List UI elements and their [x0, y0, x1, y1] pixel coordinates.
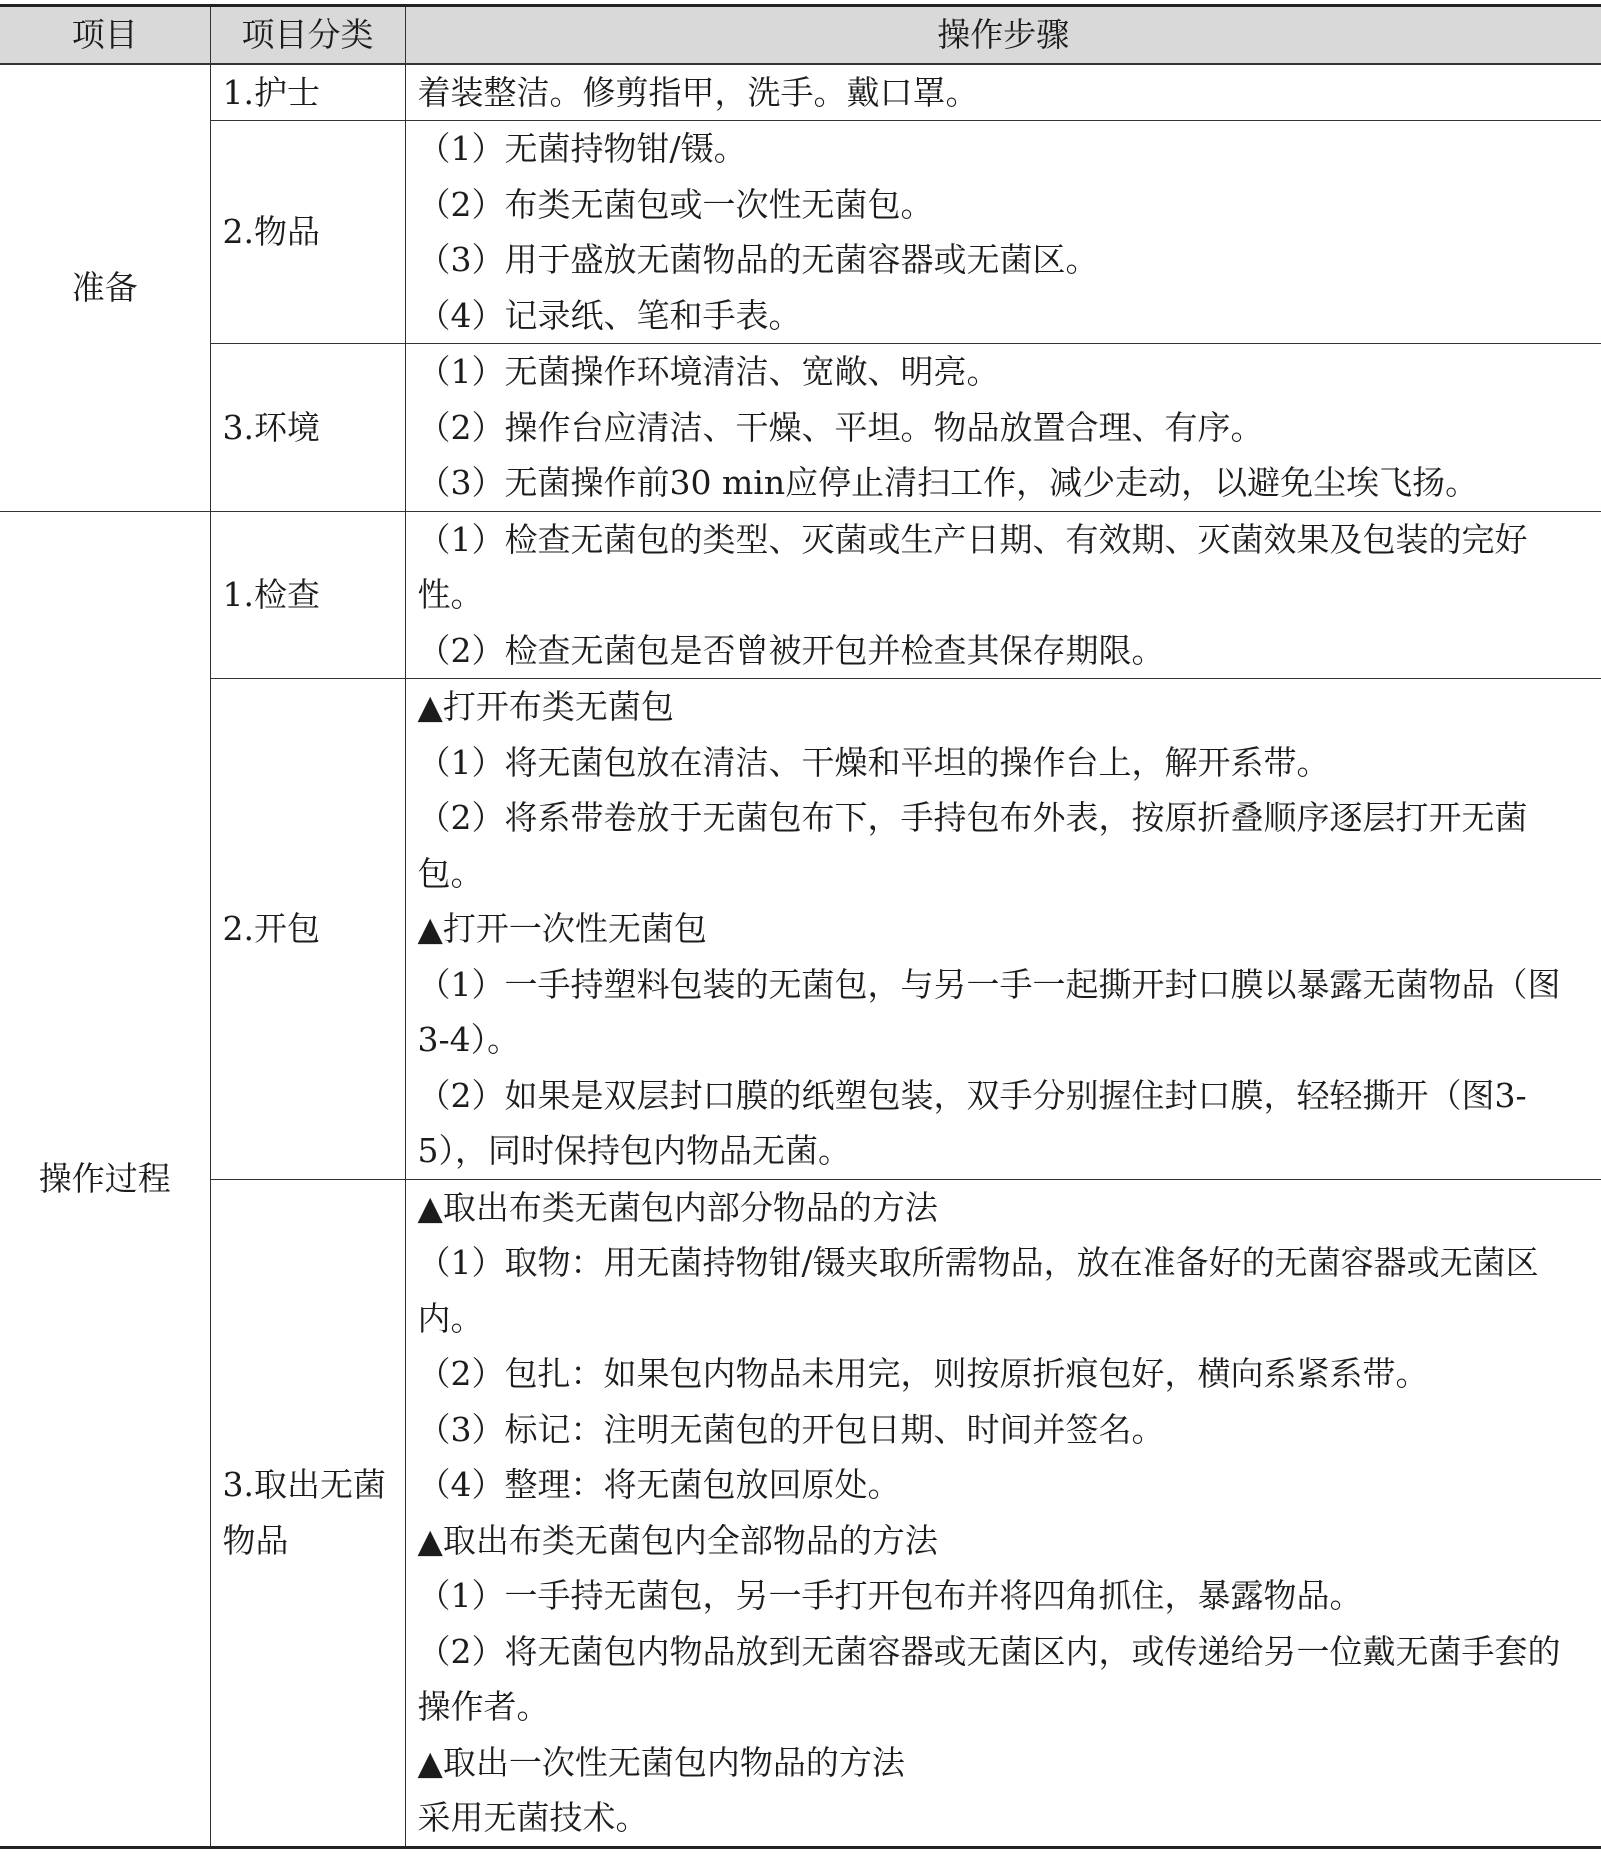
step-line: （2）检查无菌包是否曾被开包并检查其保存期限。 [417, 630, 1165, 670]
procedure-table [0, 4, 1601, 1849]
step-line: ▲打开布类无菌包 [417, 687, 674, 726]
step-line: （4）整理：将无菌包放回原处。 [417, 1465, 901, 1504]
step-line: ▲取出一次性无菌包内物品的方法 [417, 1742, 905, 1782]
step-line: （2）将系带卷放于无菌包布下，手持包布外表，按原折叠顺序逐层打开无菌包。 [417, 798, 1528, 893]
category-cell: 2.物品 [210, 121, 405, 344]
procedure-table-sheet [0, 4, 1601, 1849]
table-row [0, 64, 1601, 121]
item-cell: 准备 [0, 64, 210, 512]
step-line: （2）操作台应清洁、干燥、平坦。物品放置合理、有序。 [417, 407, 1264, 447]
step-line: （3）标记：注明无菌包的开包日期、时间并签名。 [417, 1409, 1165, 1449]
step-line: （2）包扎：如果包内物品未用完，则按原折痕包好，横向系紧系带。 [417, 1354, 1429, 1393]
step-line: （2）将无菌包内物品放到无菌容器或无菌区内，或传递给另一位戴无菌手套的操作者。 [417, 1631, 1561, 1726]
table-row [0, 511, 1601, 679]
header-item: 项目 [0, 6, 210, 64]
table-row [0, 679, 1601, 1180]
steps-cell [405, 64, 1601, 121]
category-cell: 2.开包 [210, 679, 405, 1180]
item-cell: 操作过程 [0, 511, 210, 1847]
step-line: （1）一手持塑料包装的无菌包，与另一手一起撕开封口膜以暴露无菌物品（图3-4）。 [417, 964, 1561, 1059]
table-row [0, 344, 1601, 512]
steps-cell [405, 679, 1601, 1180]
category-cell: 1.检查 [210, 511, 405, 679]
step-line: （2）布类无菌包或一次性无菌包。 [417, 184, 934, 224]
steps-cell [405, 121, 1601, 344]
table-row [0, 121, 1601, 344]
step-line: （2）如果是双层封口膜的纸塑包装，双手分别握住封口膜，轻轻撕开（图3-5），同时保持包内物品无菌。 [417, 1075, 1527, 1170]
step-line: （1）一手持无菌包，另一手打开包布并将四角抓住，暴露物品。 [417, 1576, 1363, 1615]
table-header-row [0, 6, 1601, 64]
steps-cell [405, 511, 1601, 679]
category-cell: 1.护士 [210, 64, 405, 121]
header-steps: 操作步骤 [405, 6, 1601, 64]
table-row [0, 1179, 1601, 1847]
category-cell: 3.取出无菌物品 [210, 1179, 405, 1847]
step-line: （4）记录纸、笔和手表。 [417, 295, 802, 335]
step-line: 着装整洁。修剪指甲，洗手。戴口罩。 [417, 72, 979, 112]
step-line: （3）无菌操作前30 min应停止清扫工作，减少走动，以避免尘埃飞扬。 [417, 463, 1479, 502]
steps-cell [405, 1179, 1601, 1847]
step-line: ▲打开一次性无菌包 [417, 909, 707, 948]
table-body [0, 64, 1601, 1848]
step-line: （1）取物：用无菌持物钳/镊夹取所需物品，放在准备好的无菌容器或无菌区内。 [417, 1243, 1539, 1338]
category-cell: 3.环境 [210, 344, 405, 512]
header-category: 项目分类 [210, 6, 405, 64]
step-line: （1）将无菌包放在清洁、干燥和平坦的操作台上，解开系带。 [417, 742, 1330, 782]
step-line: （3）用于盛放无菌物品的无菌容器或无菌区。 [417, 240, 1099, 279]
step-line: （1）检查无菌包的类型、灭菌或生产日期、有效期、灭菌效果及包装的完好性。 [417, 519, 1528, 614]
step-line: 采用无菌技术。 [417, 1798, 649, 1837]
step-line: ▲取出布类无菌包内部分物品的方法 [417, 1187, 938, 1227]
steps-cell [405, 344, 1601, 512]
step-line: （1）无菌操作环境清洁、宽敞、明亮。 [417, 352, 1000, 391]
step-line: ▲取出布类无菌包内全部物品的方法 [417, 1520, 938, 1560]
step-line: （1）无菌持物钳/镊。 [417, 129, 747, 168]
